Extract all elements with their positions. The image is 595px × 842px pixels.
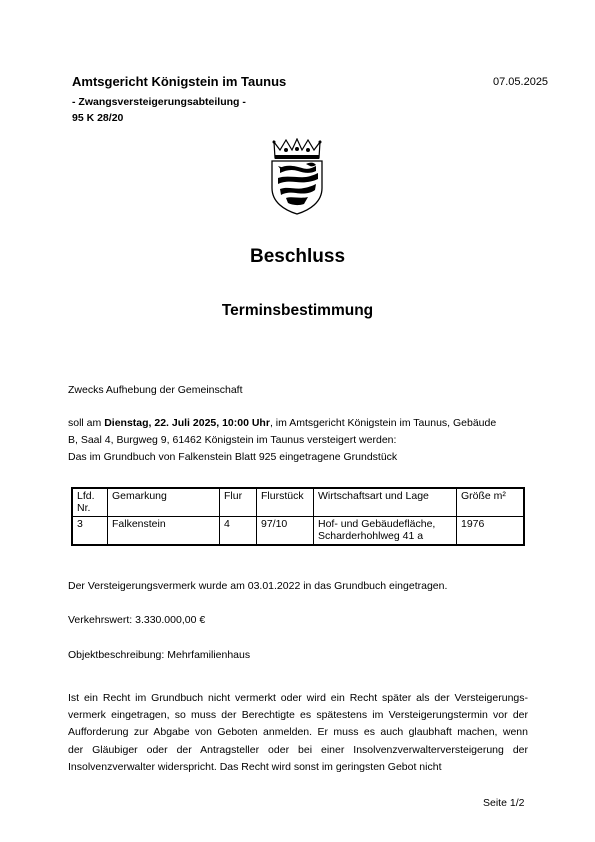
cell-flurstueck: 97/10 bbox=[257, 517, 314, 546]
header-gemarkung: Gemarkung bbox=[108, 488, 220, 517]
cell-gemarkung: Falkenstein bbox=[108, 517, 220, 546]
table-header-row bbox=[72, 488, 524, 517]
court-division: - Zwangsversteigerungsabteilung - bbox=[72, 96, 246, 108]
schedule-line bbox=[68, 417, 518, 429]
rights-paragraph bbox=[68, 690, 528, 776]
document-date: 07.05.2025 bbox=[493, 76, 549, 88]
document-title: Beschluss bbox=[249, 246, 346, 267]
case-number: 95 K 28/20 bbox=[72, 112, 124, 124]
header-flur: Flur bbox=[220, 488, 257, 517]
document-subtitle: Terminsbestimmung bbox=[221, 302, 374, 319]
cell-lfd-nr: 3 bbox=[72, 517, 108, 546]
paragraph-line: Ist ein Recht im Grundbuch nicht vermerkt oder wird ein Recht später als der Versteigerungs- bbox=[68, 692, 528, 704]
auction-date: Dienstag, 22. Juli 2025, 10:00 Uhr bbox=[104, 417, 270, 429]
paragraph-line: vermerk eingetragen, so muss der Berechtigte es spätestens im Versteigerungstermin vor der bbox=[68, 709, 528, 722]
property-table bbox=[71, 487, 525, 546]
header-flurstueck: Flurstück bbox=[257, 488, 314, 517]
registration-note: Der Versteigerungsvermerk wurde am 03.01.2022 in das Grundbuch eingetragen. bbox=[68, 580, 448, 592]
header-groesse: Größe m² bbox=[457, 488, 525, 517]
court-name: Amtsgericht Königstein im Taunus bbox=[72, 74, 287, 89]
cell-groesse: 1976 bbox=[457, 517, 525, 546]
cell-flur: 4 bbox=[220, 517, 257, 546]
schedule-prefix: soll am bbox=[68, 417, 105, 429]
paragraph-line: Aufforderung zur Abgabe von Geboten anmelden. Er muss es auch glaubhaft machen, wenn bbox=[68, 726, 528, 739]
hessen-coat-of-arms-icon bbox=[266, 138, 328, 216]
market-value: Verkehrswert: 3.330.000,00 € bbox=[68, 614, 206, 626]
purpose-line: Zwecks Aufhebung der Gemeinschaft bbox=[68, 384, 243, 396]
paragraph-line: der Gläubiger oder der Antragsteller oder bei einer Insolvenzverwalterversteigerung der bbox=[68, 743, 528, 756]
register-line: Das im Grundbuch von Falkenstein Blatt 925 eingetragene Grundstück bbox=[68, 451, 398, 463]
header-lfd-nr: Lfd. Nr. bbox=[72, 488, 108, 517]
page-number: Seite 1/2 bbox=[483, 797, 525, 809]
object-description: Objektbeschreibung: Mehrfamilienhaus bbox=[68, 649, 251, 661]
header-wirtschaftsart: Wirtschaftsart und Lage bbox=[314, 488, 457, 517]
schedule-line-2: B, Saal 4, Burgweg 9, 61462 Königstein im Taunus versteigert werden: bbox=[68, 434, 397, 446]
cell-wirtschaftsart: Hof- und Gebäudefläche, Scharderhohlweg 41 a bbox=[314, 517, 457, 546]
paragraph-line: Insolvenzverwalter widerspricht. Das Recht wird sonst im geringsten Gebot nicht bbox=[68, 760, 442, 773]
table-row bbox=[72, 517, 524, 546]
schedule-location: , im Amtsgericht Königstein im Taunus, Gebäude bbox=[269, 417, 497, 429]
